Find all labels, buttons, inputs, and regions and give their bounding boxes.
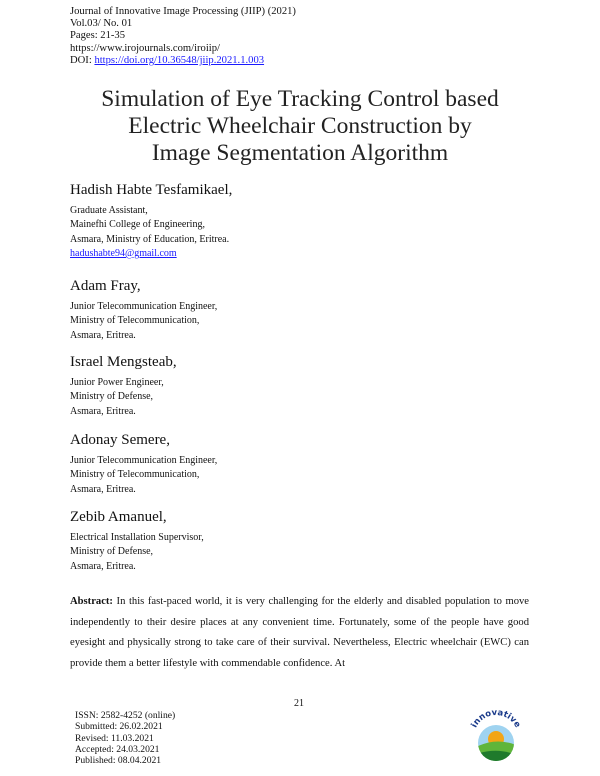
author-block xyxy=(70,508,204,574)
affiliation-line: Electrical Installation Supervisor, xyxy=(70,532,204,543)
affiliation-line: Asmara, Eritrea. xyxy=(70,483,136,495)
revised-date: Revised: 11.03.2021 xyxy=(75,732,154,744)
author-name: Israel Mengsteab, xyxy=(70,354,177,370)
affiliation-line: Ministry of Telecommunication, xyxy=(70,469,200,481)
abstract-text: In this fast-paced world, it is very challenging for the elderly and disabled population to move independently to their desire places at any convenient time. Fortunately, some of the people have good eyesight and physically strong to take care of their survival. Nevertheless, Electric wheelchair (EWC) can provide them a better lifestyle with commendable confidence. At xyxy=(70,596,529,669)
submitted-date: Submitted: 26.02.2021 xyxy=(75,721,163,733)
author-name: Adonay Semere, xyxy=(70,432,170,448)
journal-pages: Pages: 21-35 xyxy=(70,30,126,42)
page-number: 21 xyxy=(294,698,304,709)
author-block xyxy=(70,181,232,261)
author-name: Adam Fray, xyxy=(70,278,141,294)
affiliation-line: Ministry of Telecommunication, xyxy=(70,315,200,327)
footer-info xyxy=(75,710,175,766)
paper-title xyxy=(40,86,560,167)
affiliation-line: Asmara, Eritrea. xyxy=(70,560,136,572)
author-email-link[interactable]: hadushabte94@gmail.com xyxy=(70,247,177,259)
affiliation-line: Graduate Assistant, xyxy=(70,205,148,216)
abstract-paragraph xyxy=(70,592,529,674)
doi-link[interactable]: https://doi.org/10.36548/jiip.2021.1.003 xyxy=(94,54,265,66)
title-line: Image Segmentation Algorithm xyxy=(151,140,449,166)
affiliation-line: Asmara, Eritrea. xyxy=(70,329,136,341)
accepted-date: Accepted: 24.03.2021 xyxy=(75,743,160,755)
published-date: Published: 08.04.2021 xyxy=(75,755,162,767)
issn: ISSN: 2582-4252 (online) xyxy=(75,710,176,721)
logo-text: innovative xyxy=(469,707,523,730)
journal-volume: Vol.03/ No. 01 xyxy=(70,18,133,30)
affiliation-line: Ministry of Defense, xyxy=(70,546,154,558)
affiliation-line: Junior Telecommunication Engineer, xyxy=(70,455,218,466)
journal-header xyxy=(70,6,296,67)
doi-label: DOI: xyxy=(70,54,92,66)
author-block xyxy=(70,431,217,497)
author-name: Zebib Amanuel, xyxy=(70,509,167,525)
abstract-label: Abstract: xyxy=(70,596,113,607)
title-line: Simulation of Eye Tracking Control based xyxy=(101,86,499,112)
affiliation-line: Junior Power Engineer, xyxy=(70,377,164,388)
affiliation-line: Asmara, Eritrea. xyxy=(70,405,136,417)
author-block xyxy=(70,277,217,343)
author-block xyxy=(70,353,177,419)
journal-url: https://www.irojournals.com/iroiip/ xyxy=(70,42,220,54)
affiliation-line: Junior Telecommunication Engineer, xyxy=(70,301,218,312)
affiliation-line: Mainefhi College of Engineering, xyxy=(70,219,205,231)
affiliation-line: Asmara, Ministry of Education, Eritrea. xyxy=(70,233,230,245)
journal-name: Journal of Innovative Image Processing (JIIP) (2021) xyxy=(70,6,296,17)
doi-line xyxy=(70,55,296,67)
author-name: Hadish Habte Tesfamikael, xyxy=(70,182,233,198)
affiliation-line: Ministry of Defense, xyxy=(70,391,154,403)
title-line: Electric Wheelchair Construction by xyxy=(128,113,472,139)
innovative-logo xyxy=(466,707,526,767)
